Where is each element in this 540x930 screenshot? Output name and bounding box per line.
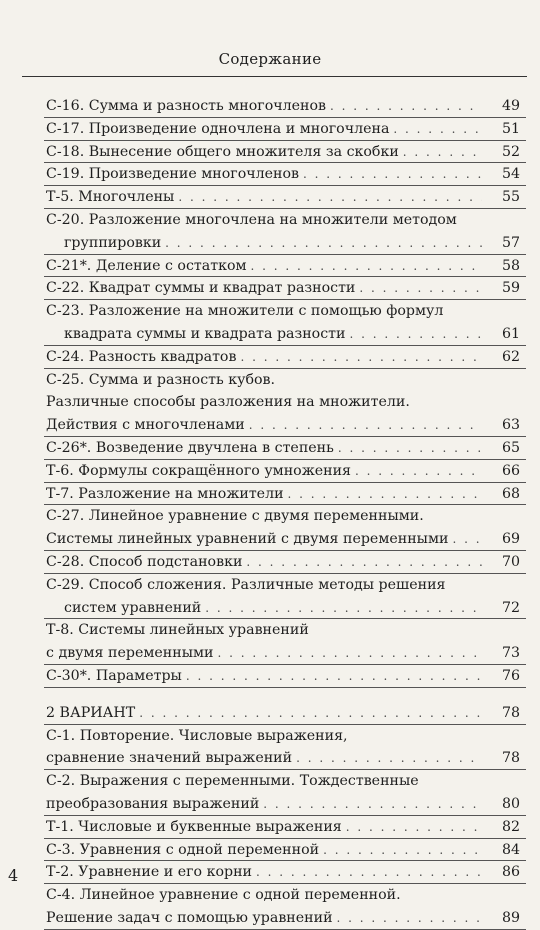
- toc-entry-line: [46, 300, 520, 323]
- toc-entry[interactable]: [46, 770, 520, 816]
- toc-entry-text: С-26*. Возведение двучлена в степень: [46, 439, 334, 456]
- dot-leader: [178, 186, 482, 209]
- toc-entry[interactable]: [46, 861, 520, 884]
- toc-entry-text: Системы линейных уравнений с двумя переменными: [46, 531, 449, 548]
- dot-leader: [205, 597, 482, 620]
- toc-entry-text: Т-5. Многочлены: [46, 189, 175, 206]
- toc-page-number: 73: [501, 645, 520, 662]
- toc-entry-line: [46, 816, 520, 839]
- toc-entry-line: [46, 702, 520, 725]
- toc-entry-text: С-4. Линейное уравнение с одной переменной.: [46, 887, 401, 904]
- toc-entry-line: [46, 323, 520, 346]
- toc-entry-text: Т-7. Разложение на множители: [46, 485, 284, 502]
- toc-entry[interactable]: [46, 551, 520, 574]
- toc-entry[interactable]: [46, 665, 520, 688]
- table-of-contents: [46, 95, 520, 930]
- toc-entry-line: [46, 770, 520, 793]
- toc-entry[interactable]: [46, 369, 520, 437]
- toc-entry-line: [46, 793, 520, 816]
- toc-entry[interactable]: [46, 95, 520, 118]
- toc-entry[interactable]: [46, 118, 520, 141]
- toc-entry-line: [46, 118, 520, 141]
- toc-page-number: 63: [501, 417, 520, 434]
- toc-entry[interactable]: [46, 839, 520, 862]
- toc-entry-line: [46, 551, 520, 574]
- toc-entry[interactable]: [46, 346, 520, 369]
- dot-leader: [186, 665, 482, 688]
- toc-entry-line: [46, 907, 520, 930]
- toc-entry-line: [46, 861, 520, 884]
- toc-page-number: 62: [501, 348, 520, 365]
- toc-entry[interactable]: [46, 186, 520, 209]
- toc-page-number: 55: [501, 189, 520, 206]
- toc-entry[interactable]: [46, 574, 520, 620]
- toc-entry-line: [46, 391, 520, 414]
- toc-entry-line: [46, 255, 520, 278]
- dot-leader: [346, 816, 482, 839]
- toc-entry-line: [46, 619, 520, 642]
- toc-entry-line: [46, 232, 520, 255]
- toc-entry-text: преобразования выражений: [46, 795, 260, 812]
- toc-page-number: 80: [501, 795, 520, 812]
- toc-entry[interactable]: [46, 816, 520, 839]
- toc-entry[interactable]: [46, 300, 520, 346]
- toc-entry-text: С-21*. Деление с остатком: [46, 257, 247, 274]
- dot-leader: [349, 323, 482, 346]
- dot-leader: [452, 528, 482, 551]
- toc-entry[interactable]: [46, 460, 520, 483]
- dot-leader: [403, 141, 482, 164]
- dot-leader: [330, 95, 482, 118]
- toc-variant-2-heading: [46, 702, 520, 725]
- toc-page-number: 52: [501, 143, 520, 160]
- toc-entry-line: [46, 186, 520, 209]
- toc-entry-text: С-22. Квадрат суммы и квадрат разности: [46, 280, 356, 297]
- toc-entry-line: [46, 642, 520, 665]
- toc-entry-text: Различные способы разложения на множители.: [46, 394, 410, 411]
- toc-page-number: 82: [501, 818, 520, 835]
- toc-page-number: 51: [501, 120, 520, 137]
- dot-leader: [249, 414, 482, 437]
- toc-entry-text: С-29. Способ сложения. Различные методы решения: [46, 576, 446, 593]
- toc-entry-text: Действия с многочленами: [46, 417, 245, 434]
- dot-leader: [338, 437, 482, 460]
- dot-leader: [355, 460, 482, 483]
- toc-entry-line: [46, 460, 520, 483]
- header-rule: [22, 76, 527, 77]
- toc-entry-line: [46, 163, 520, 186]
- toc-entry-line: [46, 665, 520, 688]
- toc-entry-text: группировки: [64, 234, 162, 251]
- toc-entry-text: С-18. Вынесение общего множителя за скобки: [46, 143, 399, 160]
- toc-entry-line: [46, 369, 520, 392]
- dot-leader: [337, 907, 482, 930]
- toc-page-number: 54: [501, 166, 520, 183]
- dot-leader: [393, 118, 482, 141]
- toc-entry-text: С-24. Разность квадратов: [46, 348, 237, 365]
- toc-entry-text: С-17. Произведение одночлена и многочлена: [46, 120, 390, 137]
- toc-entry[interactable]: [46, 483, 520, 506]
- toc-entry[interactable]: [46, 277, 520, 300]
- dot-leader: [303, 163, 482, 186]
- toc-entry-line: [46, 141, 520, 164]
- toc-entry-line: [46, 528, 520, 551]
- dot-leader: [288, 483, 482, 506]
- toc-page-number: 49: [501, 98, 520, 114]
- toc-entry-text: квадрата суммы и квадрата разности: [64, 325, 346, 342]
- toc-page-number: 66: [501, 462, 520, 479]
- dot-leader: [139, 702, 482, 725]
- dot-leader: [165, 232, 482, 255]
- toc-entry-text: С-30*. Параметры: [46, 667, 182, 684]
- toc-page-number: 86: [501, 864, 520, 881]
- toc-entry[interactable]: [46, 437, 520, 460]
- dot-leader: [323, 839, 482, 862]
- toc-entry-text: систем уравнений: [64, 599, 202, 616]
- toc-entry-text: С-3. Уравнения с одной переменной: [46, 841, 320, 858]
- toc-part-1: [46, 95, 520, 688]
- dot-leader: [246, 551, 482, 574]
- toc-entry-text: с двумя переменными: [46, 645, 214, 662]
- toc-entry-line: [46, 884, 520, 907]
- dot-leader: [296, 747, 482, 770]
- toc-entry-line: [46, 483, 520, 506]
- toc-entry-text: Решение задач с помощью уравнений: [46, 909, 333, 926]
- toc-page-number: 65: [501, 439, 520, 456]
- toc-page-number: 57: [501, 234, 520, 251]
- toc-page-number: 69: [501, 531, 520, 548]
- toc-entry-text: С-25. Сумма и разность кубов.: [46, 371, 276, 388]
- toc-entry-text: С-1. Повторение. Числовые выражения,: [46, 727, 348, 744]
- toc-entry-text: сравнение значений выражений: [46, 750, 293, 767]
- toc-variant-heading[interactable]: [46, 702, 520, 725]
- toc-entry[interactable]: [46, 505, 520, 551]
- dot-leader: [359, 277, 482, 300]
- toc-entry-text: Т-2. Уравнение и его корни: [46, 864, 253, 881]
- toc-entry-line: [46, 597, 520, 620]
- toc-entry-text: С-28. Способ подстановки: [46, 553, 243, 570]
- toc-entry-line: [46, 839, 520, 862]
- toc-entry[interactable]: [46, 141, 520, 164]
- toc-entry[interactable]: [46, 619, 520, 665]
- toc-page-number: 70: [501, 553, 520, 570]
- toc-entry-line: [46, 346, 520, 369]
- toc-entry-line: [46, 574, 520, 597]
- toc-entry[interactable]: [46, 255, 520, 278]
- toc-entry-text: С-16. Сумма и разность многочленов: [46, 98, 327, 114]
- toc-page-number: 84: [501, 841, 520, 858]
- variant-heading-text: 2 ВАРИАНТ: [46, 704, 136, 721]
- toc-page-number: 72: [501, 599, 520, 616]
- toc-entry-line: [46, 747, 520, 770]
- toc-entry[interactable]: [46, 884, 520, 930]
- dot-leader: [217, 642, 482, 665]
- toc-entry-line: [46, 414, 520, 437]
- toc-entry-text: С-20. Разложение многочлена на множители методом: [46, 211, 457, 228]
- toc-entry-text: С-19. Произведение многочленов: [46, 166, 300, 183]
- dot-leader: [251, 255, 482, 278]
- toc-entry-line: [46, 725, 520, 748]
- toc-entry-line: [46, 505, 520, 528]
- toc-entry[interactable]: [46, 209, 520, 255]
- toc-part-2: [46, 725, 520, 930]
- dot-leader: [256, 861, 482, 884]
- toc-page-number: 78: [501, 750, 520, 767]
- toc-page-number: 78: [501, 704, 520, 721]
- toc-entry[interactable]: [46, 163, 520, 186]
- toc-entry[interactable]: [46, 725, 520, 771]
- dot-leader: [263, 793, 482, 816]
- toc-entry-text: Т-1. Числовые и буквенные выражения: [46, 818, 342, 835]
- toc-entry-line: [46, 209, 520, 232]
- toc-entry-line: [46, 95, 520, 118]
- toc-entry-text: С-2. Выражения с переменными. Тождественные: [46, 773, 419, 790]
- toc-entry-text: С-23. Разложение на множители с помощью формул: [46, 303, 444, 320]
- toc-page-number: 58: [501, 257, 520, 274]
- toc-page-number: 76: [501, 667, 520, 684]
- toc-page-number: 68: [501, 485, 520, 502]
- toc-page-number: 59: [501, 280, 520, 297]
- toc-entry-text: С-27. Линейное уравнение с двумя переменными.: [46, 508, 424, 525]
- dot-leader: [240, 346, 482, 369]
- toc-page-number: 89: [501, 909, 520, 926]
- toc-entry-text: Т-8. Системы линейных уравнений: [46, 622, 309, 639]
- toc-entry-line: [46, 437, 520, 460]
- page-number: 4: [8, 866, 19, 885]
- running-head: Содержание: [218, 50, 322, 68]
- toc-page-number: 61: [501, 325, 520, 342]
- section-gap: [46, 688, 520, 702]
- toc-entry-line: [46, 277, 520, 300]
- toc-entry-text: Т-6. Формулы сокращённого умножения: [46, 462, 352, 479]
